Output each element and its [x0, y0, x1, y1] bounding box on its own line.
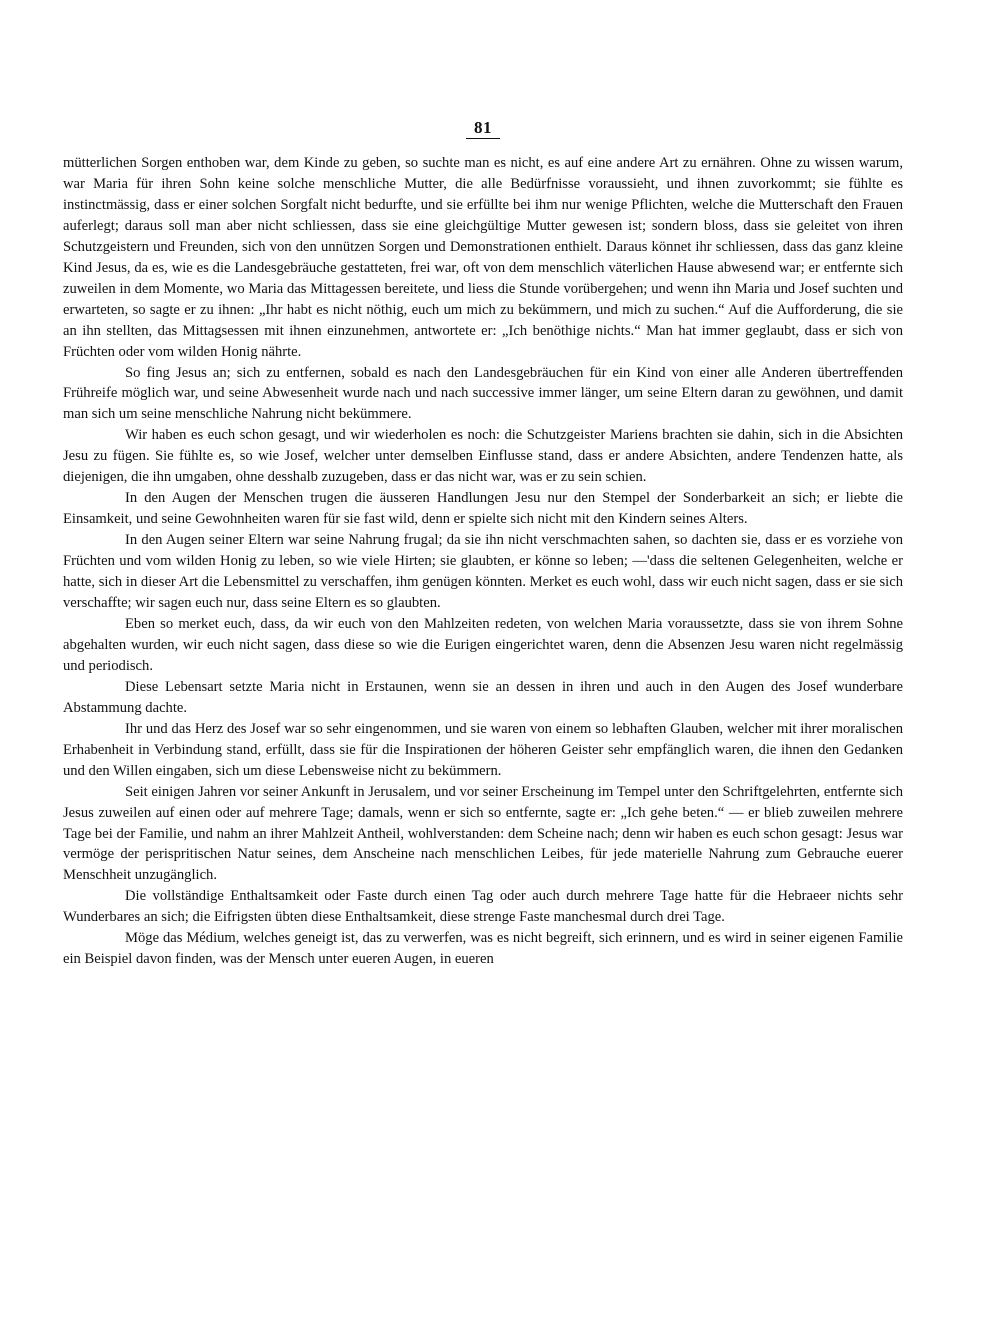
paragraph-10: Die vollständige Enthaltsamkeit oder Faste durch einen Tag oder auch durch mehrere Tage hatte für die Hebraeer nichts sehr Wunderbares an sich; die Eifrigsten übten diese Enthaltsamkeit, diese strenge Faste manchesmal durch drei Tage.	[63, 888, 903, 926]
paragraph-3: Wir haben es euch schon gesagt, und wir wiederholen es noch: die Schutzgeister Mariens brachten sie dahin, sich in die Absichten Jesu zu fügen. Sie fühlte es, so wie Josef, welcher unter demselben Einflusse stand, dass er andere Absichten, andere Tendenzen hatte, als diejenigen, die ihn umgaben, ohne desshalb zuzugeben, dass er das nicht war, was er zu sein schien.	[63, 427, 903, 486]
paragraph-5: In den Augen seiner Eltern war seine Nahrung frugal; da sie ihn nicht verschmachten sahen, so dachten sie, dass er es vorziehe von Früchten und vom wilden Honig zu leben, so wie viele Hirten; sie glaubten, er könne so leben; —'dass die seltenen Gelegenheiten, welche er hatte, sich in dieser Art die Lebensmittel zu verschaffen, ihm genügen könnten. Merket es euch wohl, dass wir euch nicht sagen, dass er sie sich verschaffte; wir sagen euch nur, dass seine Eltern es so glaubten.	[63, 532, 903, 612]
paragraph-6: Eben so merket euch, dass, da wir euch von den Mahlzeiten redeten, von welchen Maria voraussetzte, dass sie von ihrem Sohne abgehalten wurden, wir euch nicht sagen, dass diese so wie die Eurigen eingerichtet waren, denn die Absenzen Jesu waren nicht regelmässig und periodisch.	[63, 615, 903, 674]
paragraph-9: Seit einigen Jahren vor seiner Ankunft in Jerusalem, und vor seiner Erscheinung im Tempel unter den Schriftgelehrten, entfernte sich Jesus zuweilen auf einen oder auf mehrere Tage; damals, wenn er sich so entfernte, sagte er: „Ich gehe beten.“ — er blieb zuweilen mehrere Tage bei der Familie, und nahm an ihrer Mahlzeit Antheil, wohlverstanden: dem Scheine nach; denn wir haben es euch schon gesagt: Jesus war vermöge der perispritischen Natur seines, dem Anscheine nach menschlichen Leibes, für jede materielle Nahrung zum Gebrauche euerer Menschheit unzugänglich.	[63, 783, 903, 884]
paragraph-1: mütterlichen Sorgen enthoben war, dem Kinde zu geben, so suchte man es nicht, es auf eine andere Art zu ernähren. Ohne zu wissen warum, war Maria für ihren Sohn keine solche menschliche Mutter, die alle Bedürfnisse voraussieht, und ihnen zuvorkommt; sie fühlte es instinctmässig, dass er einer solchen Sorgfalt nicht bedurfte, und sie erfüllte bei ihm nur wenige Pflichten, welche die Mutterschaft den Frauen auferlegt; daraus soll man aber nicht schliessen, dass sie eine gleichgültige Mutter gewesen ist; sondern bloss, dass sie geleitet von ihren Schutzgeistern und Freunden, sich von den unnützen Sorgen und Demonstrationen enthielt. Daraus könnet ihr schliessen, dass das ganz kleine Kind Jesus, da es, wie es die Landesgebräuche gestatteten, frei war, oft von dem menschlich väterlichen Hause abwesend war; er entfernte sich zuweilen in dem Momente, wo Maria das Mittagessen bereitete, und liess die Stunde vorübergehen; und wenn ihn Maria und Josef suchten und erwarteten, so sagte er zu ihnen: „Ihr habt es nicht nöthig, euch um mich zu bekümmern, und mich zu suchen.“ Auf die Aufforderung, die sie an ihn stellten, das Mittagsessen mit ihnen einzunehmen, antwortete er: „Ich benöthige nichts.“ Man hat immer geglaubt, dass er sich von Früchten oder vom wilden Honig nährte.	[63, 155, 903, 360]
paragraph-11: Möge das Médium, welches geneigt ist, das zu verwerfen, was es nicht begreift, sich erinnern, und es wird in seiner eigenen Familie ein Beispiel davon finden, was der Mensch unter eueren Augen, in eueren	[63, 930, 903, 968]
document-page	[63, 118, 903, 970]
body-text	[63, 153, 903, 970]
paragraph-4: In den Augen der Menschen trugen die äusseren Handlungen Jesu nur den Stempel der Sonderbarkeit an sich; er liebte die Einsamkeit, und seine Gewohnheiten waren für sie fast wild, denn er spielte sich nicht mit den Kindern seines Alters.	[63, 490, 903, 528]
paragraph-2: So fing Jesus an; sich zu entfernen, sobald es nach den Landesgebräuchen für ein Kind von einer alle Anderen übertreffenden Frühreife möglich war, und seine Abwesenheit wurde nach und nach successive immer länger, um seine Eltern daran zu gewöhnen, und damit man sich um seine menschliche Nahrung nicht bekümmere.	[63, 364, 903, 423]
paragraph-8: Ihr und das Herz des Josef war so sehr eingenommen, und sie waren von einem so lebhaften Glauben, welcher mit ihrer moralischen Erhabenheit in Verbindung stand, erfüllt, dass sie für die Inspirationen der höheren Geister sehr empfänglich waren, die ihnen den Gedanken und den Willen eingaben, sich um diese Lebensweise nicht zu bekümmern.	[63, 720, 903, 779]
paragraph-7: Diese Lebensart setzte Maria nicht in Erstaunen, wenn sie an dessen in ihren und auch in den Augen des Josef wunderbare Abstammung dachte.	[63, 678, 903, 716]
page-number: 81	[63, 118, 903, 139]
